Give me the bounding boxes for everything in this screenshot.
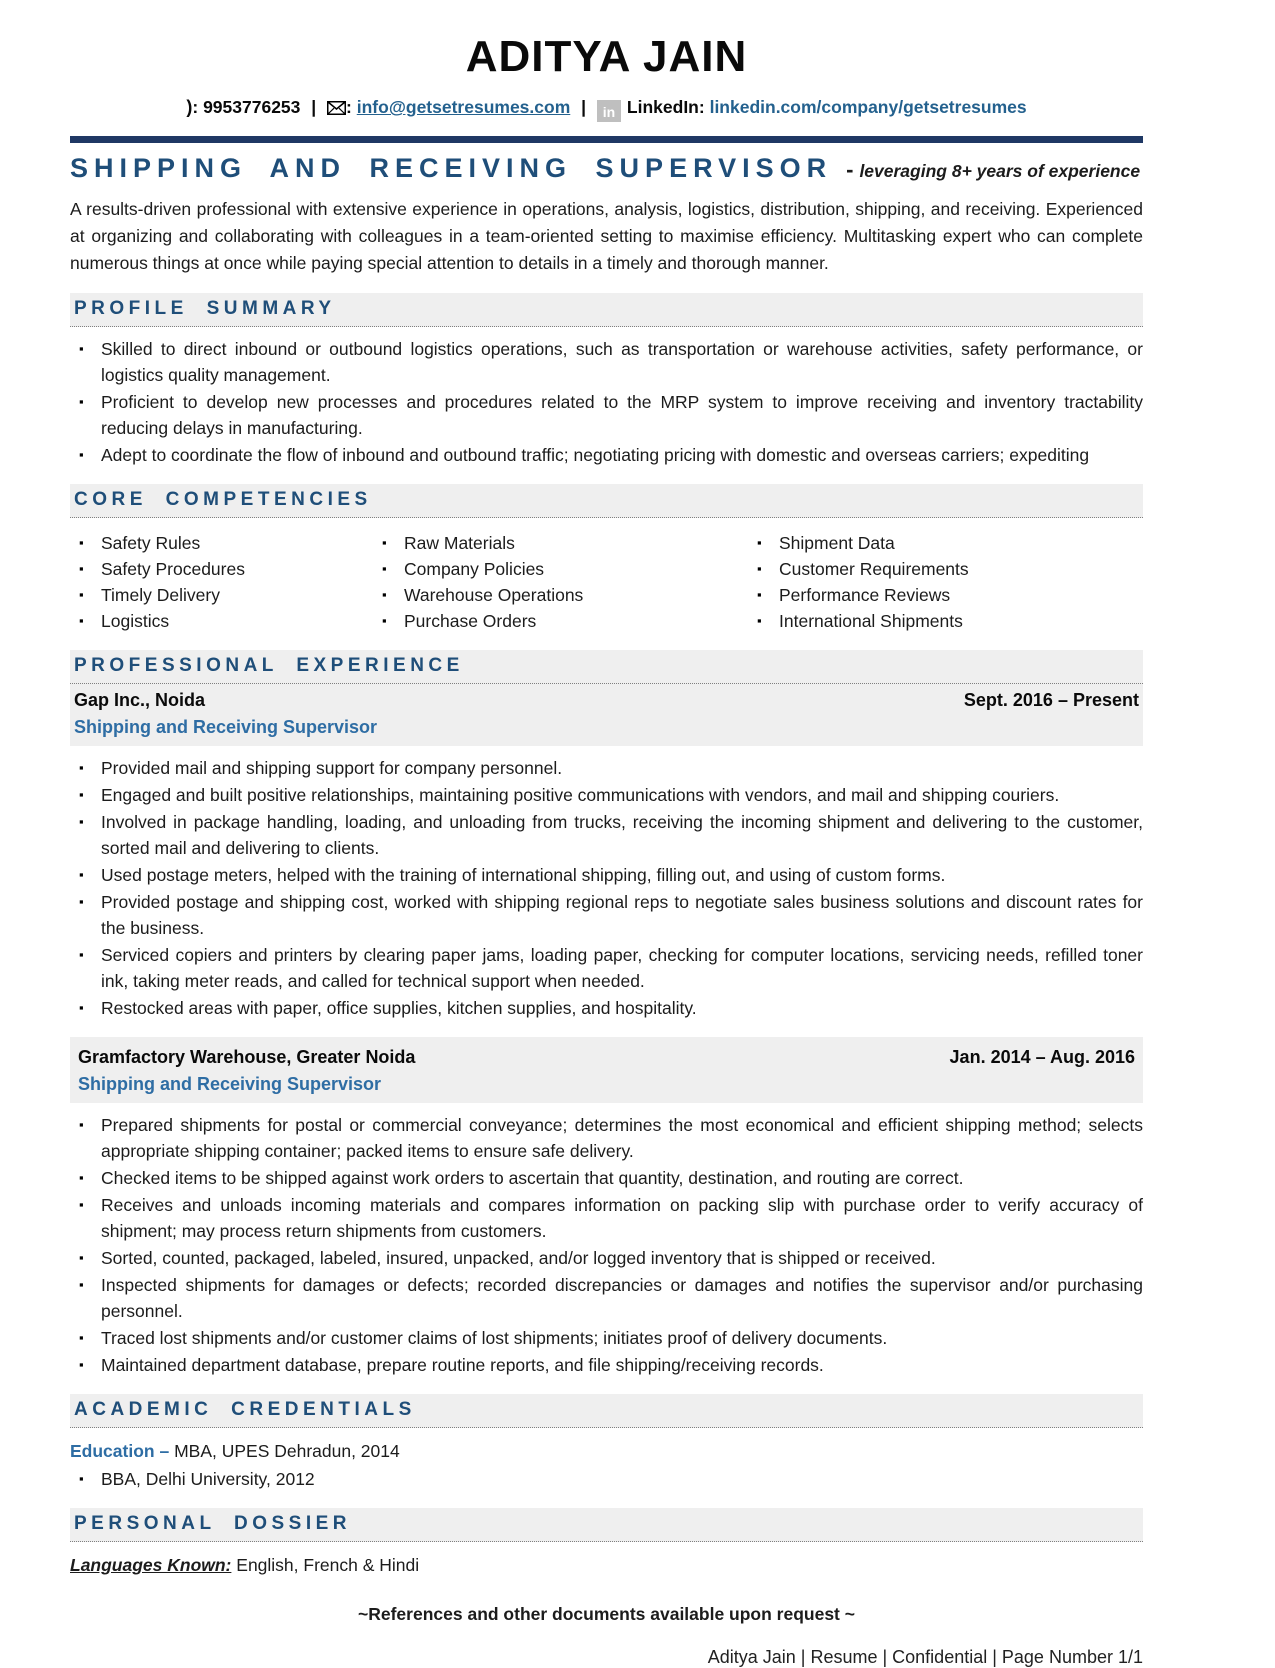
competency-item: ▪ Performance Reviews [748,582,1143,608]
page-title: ADITYA JAIN [465,32,748,81]
job-2-header-block [70,1037,1143,1103]
list-item: ▪ Restocked areas with paper, office supplies, kitchen supplies, and hospitality. [70,995,1143,1021]
competency-item: ▪ Customer Requirements [748,556,1143,582]
list-item: ▪ Inspected shipments for damages or defects; recorded discrepancies or damages and notifies the supervisor and/or purchasing personnel. [70,1272,1143,1324]
company-name: Gap Inc., Noida [74,690,206,711]
competency-item: ▪ Timely Delivery [70,582,373,608]
list-item: ▪ Checked items to be shipped against work orders to ascertain that quantity, destination, and routing are correct. [70,1165,1143,1191]
job-title: Shipping and Receiving Supervisor [78,1074,382,1095]
languages-label: Languages Known: [70,1555,232,1576]
phone-icon: ) [186,97,193,118]
section-header-academic-credentials [70,1394,1143,1428]
education-line [70,1438,1143,1464]
list-item: ▪ Proficient to develop new processes and procedures related to the MRP system to improve receiving and inventory tractability reducing delays in manufacturing. [70,389,1143,441]
competency-column-1 [70,530,373,634]
competency-item: ▪ International Shipments [748,608,1143,634]
competency-column-2 [373,530,748,634]
list-item: ▪ Used postage meters, helped with the training of international shipping, filling out, and using of custom forms. [70,862,1143,888]
education-list [70,1466,1143,1492]
intro-paragraph: A results-driven professional with extensive experience in operations, analysis, logistics, distribution, shipping, and receiving. Experienced at organizing and collaborating with colleagues in a team-oriented setting to maximise efficiency. Multitasking expert who can complete numerous things at once while paying special attention to details in a timely and thorough manner. [70,199,1143,274]
list-item: ▪ Maintained department database, prepare routine reports, and file shipping/receiving records. [70,1352,1143,1378]
section-title: ACADEMIC CREDENTIALS [74,1399,416,1421]
profile-summary-list [70,336,1143,468]
competencies-grid [70,530,1143,634]
email-prefix: : [346,97,352,118]
list-item: ▪ Provided mail and shipping support for company personnel. [70,755,1143,781]
linkedin-link[interactable]: linkedin.com/company/getsetresumes [709,97,1027,118]
competency-item: ▪ Logistics [70,608,373,634]
competency-item: ▪ Purchase Orders [373,608,748,634]
tagline-dash: - [846,157,854,183]
section-header-profile-summary [70,293,1143,327]
email-link[interactable]: info@getsetresumes.com [356,97,571,118]
experience-header-block [70,650,1143,746]
competency-item: ▪ Warehouse Operations [373,582,748,608]
list-item: ▪ Serviced copiers and printers by clearing paper jams, loading paper, checking for computer locations, servicing needs, refilled toner ink, taking meter reads, and called for technical support when needed. [70,942,1143,994]
list-item: ▪ Receives and unloads incoming materials and compares information on packing slip with purchase order to verify accuracy of shipment; may process return shipments from customers. [70,1192,1143,1244]
list-item: ▪ Involved in package handling, loading, and unloading from trucks, receiving the incoming shipment and delivering to the customer, sorted mail and delivering to clients. [70,809,1143,861]
competency-item: ▪ Safety Rules [70,530,373,556]
list-item: ▪ BBA, Delhi University, 2012 [70,1466,1143,1492]
job-company-row [70,684,1143,711]
list-item: ▪ Adept to coordinate the flow of inbound and outbound traffic; negotiating pricing with domestic and overseas carriers; expediting [70,442,1143,468]
phone-prefix: : [192,97,199,118]
job-company-row [74,1041,1139,1068]
linkedin-icon: in [597,100,621,122]
education-label: Education – [70,1441,170,1462]
languages-line [70,1552,1143,1578]
education-value: MBA, UPES Dehradun, 2014 [174,1441,400,1462]
section-title: PROFILE SUMMARY [74,298,336,320]
job-dates: Sept. 2016 – Present [963,690,1139,711]
section-title: CORE COMPETENCIES [74,489,372,511]
contact-line [70,94,1143,122]
list-item: ▪ Traced lost shipments and/or customer claims of lost shipments; initiates proof of delivery documents. [70,1325,1143,1351]
job-dates: Jan. 2014 – Aug. 2016 [949,1047,1135,1068]
email-icon [327,96,346,122]
role-tagline: leveraging 8+ years of experience [859,161,1141,182]
list-item: ▪ Skilled to direct inbound or outbound logistics operations, such as transportation or warehouse activities, safety performance, or logistics quality management. [70,336,1143,388]
section-title: PERSONAL DOSSIER [74,1513,352,1535]
section-header-personal-dossier [70,1508,1143,1542]
section-header-professional-experience [70,650,1143,684]
competency-item: ▪ Raw Materials [373,530,748,556]
role-title: SHIPPING AND RECEIVING SUPERVISOR [70,153,833,184]
header-divider [70,136,1143,143]
list-item: ▪ Sorted, counted, packaged, labeled, insured, unpacked, and/or logged inventory that is shipped or received. [70,1245,1143,1271]
competency-column-3 [748,530,1143,634]
role-title-row [70,153,1143,184]
job-title: Shipping and Receiving Supervisor [74,717,378,738]
list-item: ▪ Prepared shipments for postal or commercial conveyance; determines the most economical and efficient shipping method; selects appropriate shipping container; packed items to ensure safe delivery. [70,1112,1143,1164]
page-footer: Aditya Jain | Resume | Confidential | Page Number 1/1 [707,1647,1143,1668]
linkedin-label: LinkedIn: [626,97,705,118]
company-name: Gramfactory Warehouse, Greater Noida [78,1047,416,1068]
section-header-core-competencies [70,484,1143,518]
job-2-bullets [70,1112,1143,1378]
references-note: ~References and other documents available upon request ~ [358,1604,855,1625]
section-title: PROFESSIONAL EXPERIENCE [74,655,464,677]
list-item: ▪ Provided postage and shipping cost, worked with shipping regional reps to negotiate sales business solutions and discount rates for the business. [70,889,1143,941]
separator: | [311,97,317,118]
list-item: ▪ Engaged and built positive relationships, maintaining positive communications with vendors, and mail and shipping couriers. [70,782,1143,808]
competency-item: ▪ Shipment Data [748,530,1143,556]
job-1-bullets [70,755,1143,1021]
phone-number: 9953776253 [203,97,301,118]
competency-item: ▪ Safety Procedures [70,556,373,582]
competency-item: ▪ Company Policies [373,556,748,582]
languages-value: English, French & Hindi [236,1555,420,1576]
separator: | [581,97,587,118]
